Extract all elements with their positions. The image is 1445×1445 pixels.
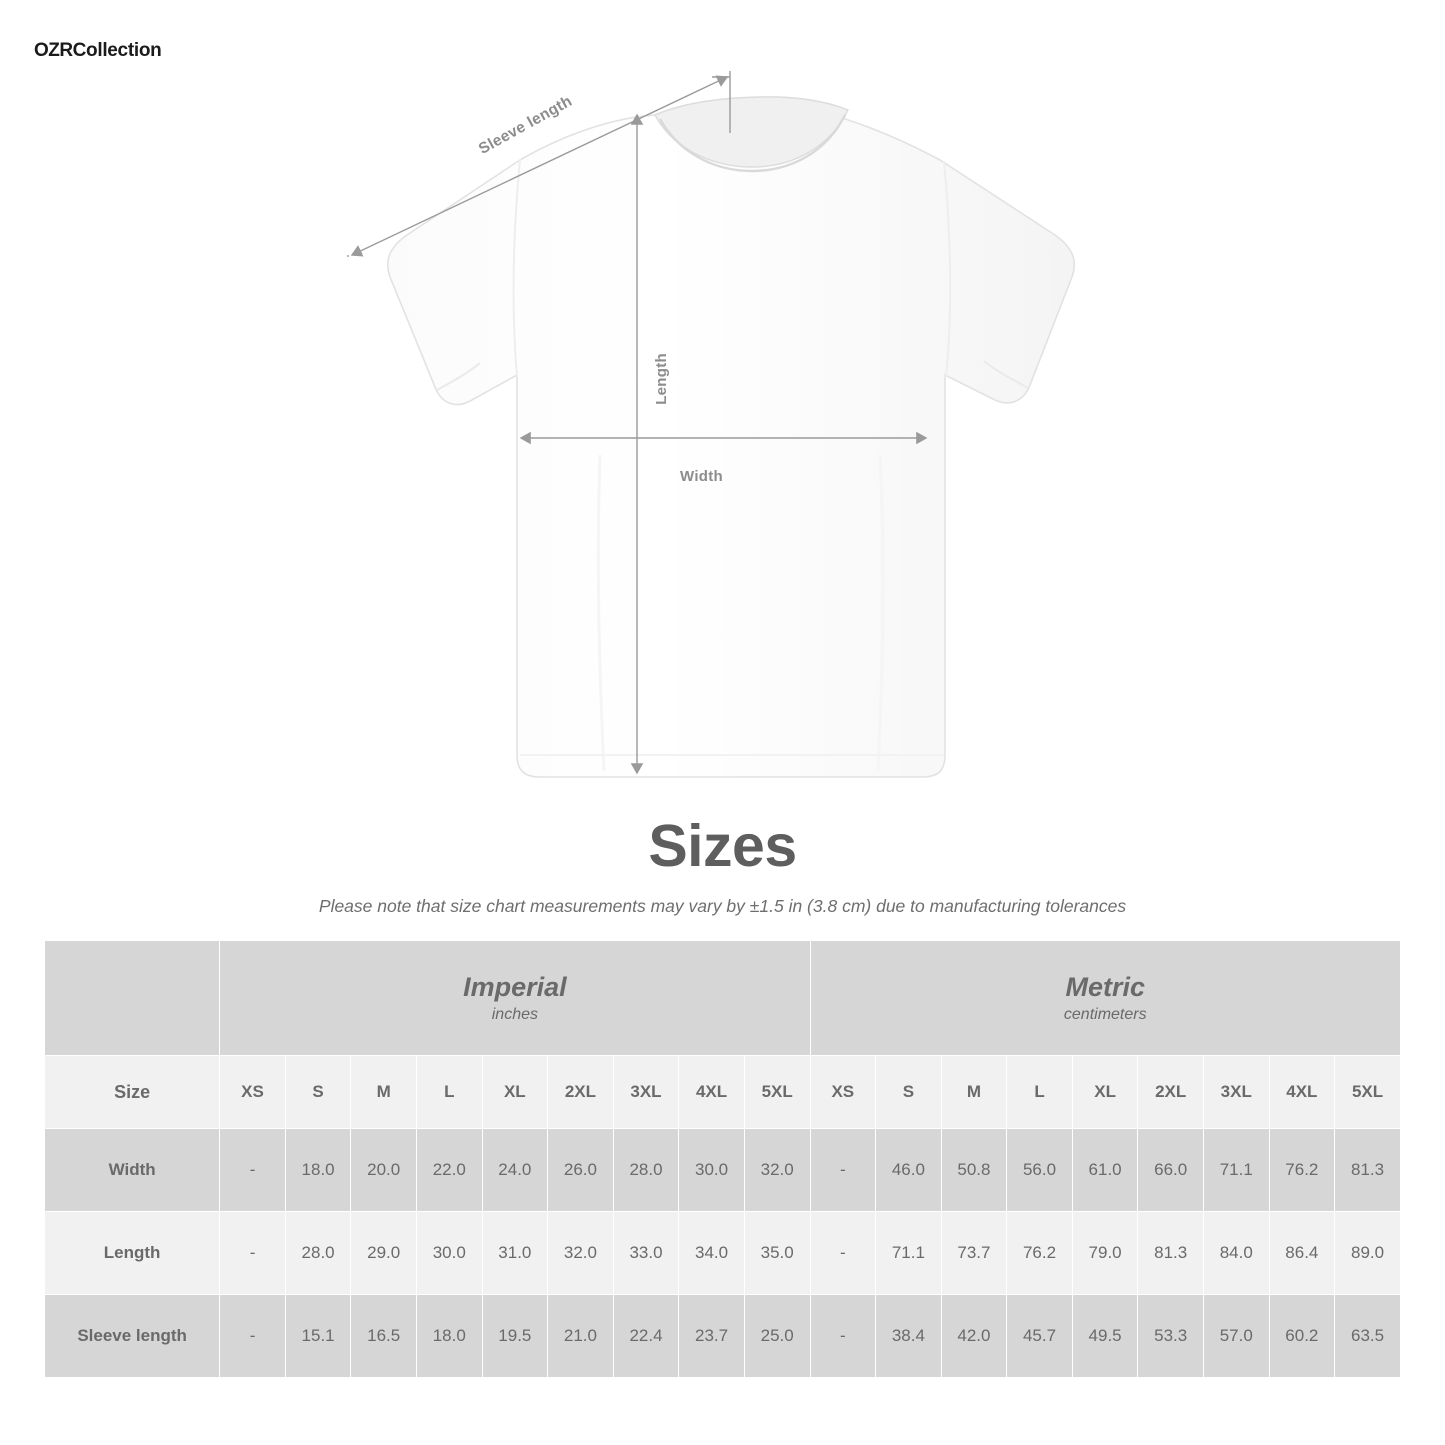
cell-length-metric-2xl: 81.3	[1138, 1212, 1204, 1295]
cell-length-metric-5xl: 89.0	[1335, 1212, 1401, 1295]
cell-length-metric-xs: -	[810, 1212, 876, 1295]
cell-sleeve-metric-3xl: 57.0	[1203, 1295, 1269, 1378]
sleeve-length-label: Sleeve length	[476, 92, 576, 158]
cell-width-imperial-4xl: 30.0	[679, 1129, 745, 1212]
tolerance-note: Please note that size chart measurements may vary by ±1.5 in (3.8 cm) due to manufacturing tolerances	[318, 896, 1127, 916]
size-header-metric-s: S	[876, 1056, 942, 1129]
brand-logo-primary: OZR	[34, 40, 73, 61]
cell-sleeve-imperial-m: 16.5	[351, 1295, 417, 1378]
unit-group-imperial-sub: inches	[491, 1005, 538, 1023]
size-header-imperial-s: S	[285, 1056, 351, 1129]
row-label-width: Width	[45, 1129, 220, 1212]
cell-width-imperial-5xl: 32.0	[744, 1129, 810, 1212]
brand-logo-secondary: Collection	[72, 40, 162, 61]
cell-width-imperial-s: 18.0	[285, 1129, 351, 1212]
cell-sleeve-imperial-3xl: 22.4	[613, 1295, 679, 1378]
cell-width-metric-l: 56.0	[1007, 1129, 1073, 1212]
cell-length-imperial-l: 30.0	[416, 1212, 482, 1295]
size-header-metric-m: M	[941, 1056, 1007, 1129]
unit-group-row	[45, 941, 1401, 1056]
unit-group-metric	[810, 941, 1401, 1056]
cell-width-metric-m: 50.8	[941, 1129, 1007, 1212]
cell-width-metric-5xl: 81.3	[1335, 1129, 1401, 1212]
unit-group-metric-name: Metric	[1065, 972, 1146, 1003]
cell-width-imperial-xs: -	[220, 1129, 286, 1212]
cell-length-imperial-m: 29.0	[351, 1212, 417, 1295]
width-label: Width	[680, 468, 724, 485]
cell-width-metric-2xl: 66.0	[1138, 1129, 1204, 1212]
table-row	[45, 1295, 1401, 1378]
tshirt-shape	[388, 97, 1075, 777]
cell-sleeve-metric-5xl: 63.5	[1335, 1295, 1401, 1378]
cell-sleeve-metric-xs: -	[810, 1295, 876, 1378]
cell-width-metric-4xl: 76.2	[1269, 1129, 1335, 1212]
row-label-length: Length	[45, 1212, 220, 1295]
cell-width-imperial-m: 20.0	[351, 1129, 417, 1212]
cell-sleeve-imperial-xs: -	[220, 1295, 286, 1378]
cell-width-metric-3xl: 71.1	[1203, 1129, 1269, 1212]
size-header-metric-xl: XL	[1072, 1056, 1138, 1129]
cell-sleeve-imperial-l: 18.0	[416, 1295, 482, 1378]
tshirt-measurement-diagram	[0, 55, 1445, 805]
tshirt-illustration	[0, 55, 1445, 805]
cell-length-metric-l: 76.2	[1007, 1212, 1073, 1295]
cell-sleeve-imperial-xl: 19.5	[482, 1295, 548, 1378]
cell-length-imperial-4xl: 34.0	[679, 1212, 745, 1295]
size-header-imperial-xs: XS	[220, 1056, 286, 1129]
cell-length-metric-3xl: 84.0	[1203, 1212, 1269, 1295]
cell-width-metric-xs: -	[810, 1129, 876, 1212]
unit-group-spacer	[45, 941, 220, 1056]
cell-width-imperial-xl: 24.0	[482, 1129, 548, 1212]
table-row	[45, 1212, 1401, 1295]
cell-length-metric-s: 71.1	[876, 1212, 942, 1295]
size-header-row	[45, 1056, 1401, 1129]
table-row	[45, 1129, 1401, 1212]
size-header-imperial-l: L	[416, 1056, 482, 1129]
cell-sleeve-metric-m: 42.0	[941, 1295, 1007, 1378]
size-header-metric-3xl: 3XL	[1203, 1056, 1269, 1129]
size-chart-table-wrapper	[44, 940, 1401, 1378]
cell-sleeve-imperial-5xl: 25.0	[744, 1295, 810, 1378]
size-header-imperial-5xl: 5XL	[744, 1056, 810, 1129]
size-header-metric-xs: XS	[810, 1056, 876, 1129]
size-header-imperial-4xl: 4XL	[679, 1056, 745, 1129]
size-header-metric-4xl: 4XL	[1269, 1056, 1335, 1129]
cell-width-imperial-l: 22.0	[416, 1129, 482, 1212]
size-header-metric-5xl: 5XL	[1335, 1056, 1401, 1129]
length-label: Length	[653, 353, 670, 405]
cell-sleeve-imperial-2xl: 21.0	[548, 1295, 614, 1378]
cell-length-imperial-xs: -	[220, 1212, 286, 1295]
size-header-imperial-2xl: 2XL	[548, 1056, 614, 1129]
cell-sleeve-imperial-4xl: 23.7	[679, 1295, 745, 1378]
size-header-metric-2xl: 2XL	[1138, 1056, 1204, 1129]
cell-length-metric-xl: 79.0	[1072, 1212, 1138, 1295]
cell-length-metric-m: 73.7	[941, 1212, 1007, 1295]
row-label-sleeve-length: Sleeve length	[45, 1295, 220, 1378]
cell-length-imperial-5xl: 35.0	[744, 1212, 810, 1295]
cell-length-imperial-2xl: 32.0	[548, 1212, 614, 1295]
cell-sleeve-metric-s: 38.4	[876, 1295, 942, 1378]
size-header-metric-l: L	[1007, 1056, 1073, 1129]
cell-sleeve-metric-xl: 49.5	[1072, 1295, 1138, 1378]
cell-width-metric-xl: 61.0	[1072, 1129, 1138, 1212]
page-title: Sizes	[648, 813, 797, 879]
unit-group-imperial	[220, 941, 810, 1056]
cell-length-imperial-s: 28.0	[285, 1212, 351, 1295]
cell-sleeve-metric-4xl: 60.2	[1269, 1295, 1335, 1378]
cell-sleeve-imperial-s: 15.1	[285, 1295, 351, 1378]
cell-width-metric-s: 46.0	[876, 1129, 942, 1212]
cell-length-metric-4xl: 86.4	[1269, 1212, 1335, 1295]
unit-group-imperial-name: Imperial	[463, 972, 567, 1003]
size-header-imperial-m: M	[351, 1056, 417, 1129]
cell-sleeve-metric-l: 45.7	[1007, 1295, 1073, 1378]
cell-width-imperial-2xl: 26.0	[548, 1129, 614, 1212]
cell-length-imperial-xl: 31.0	[482, 1212, 548, 1295]
unit-group-metric-sub: centimeters	[1063, 1005, 1147, 1023]
size-header-label: Size	[45, 1056, 220, 1129]
size-header-imperial-xl: XL	[482, 1056, 548, 1129]
size-header-imperial-3xl: 3XL	[613, 1056, 679, 1129]
cell-sleeve-metric-2xl: 53.3	[1138, 1295, 1204, 1378]
cell-length-imperial-3xl: 33.0	[613, 1212, 679, 1295]
cell-width-imperial-3xl: 28.0	[613, 1129, 679, 1212]
size-chart-table	[44, 940, 1401, 1378]
